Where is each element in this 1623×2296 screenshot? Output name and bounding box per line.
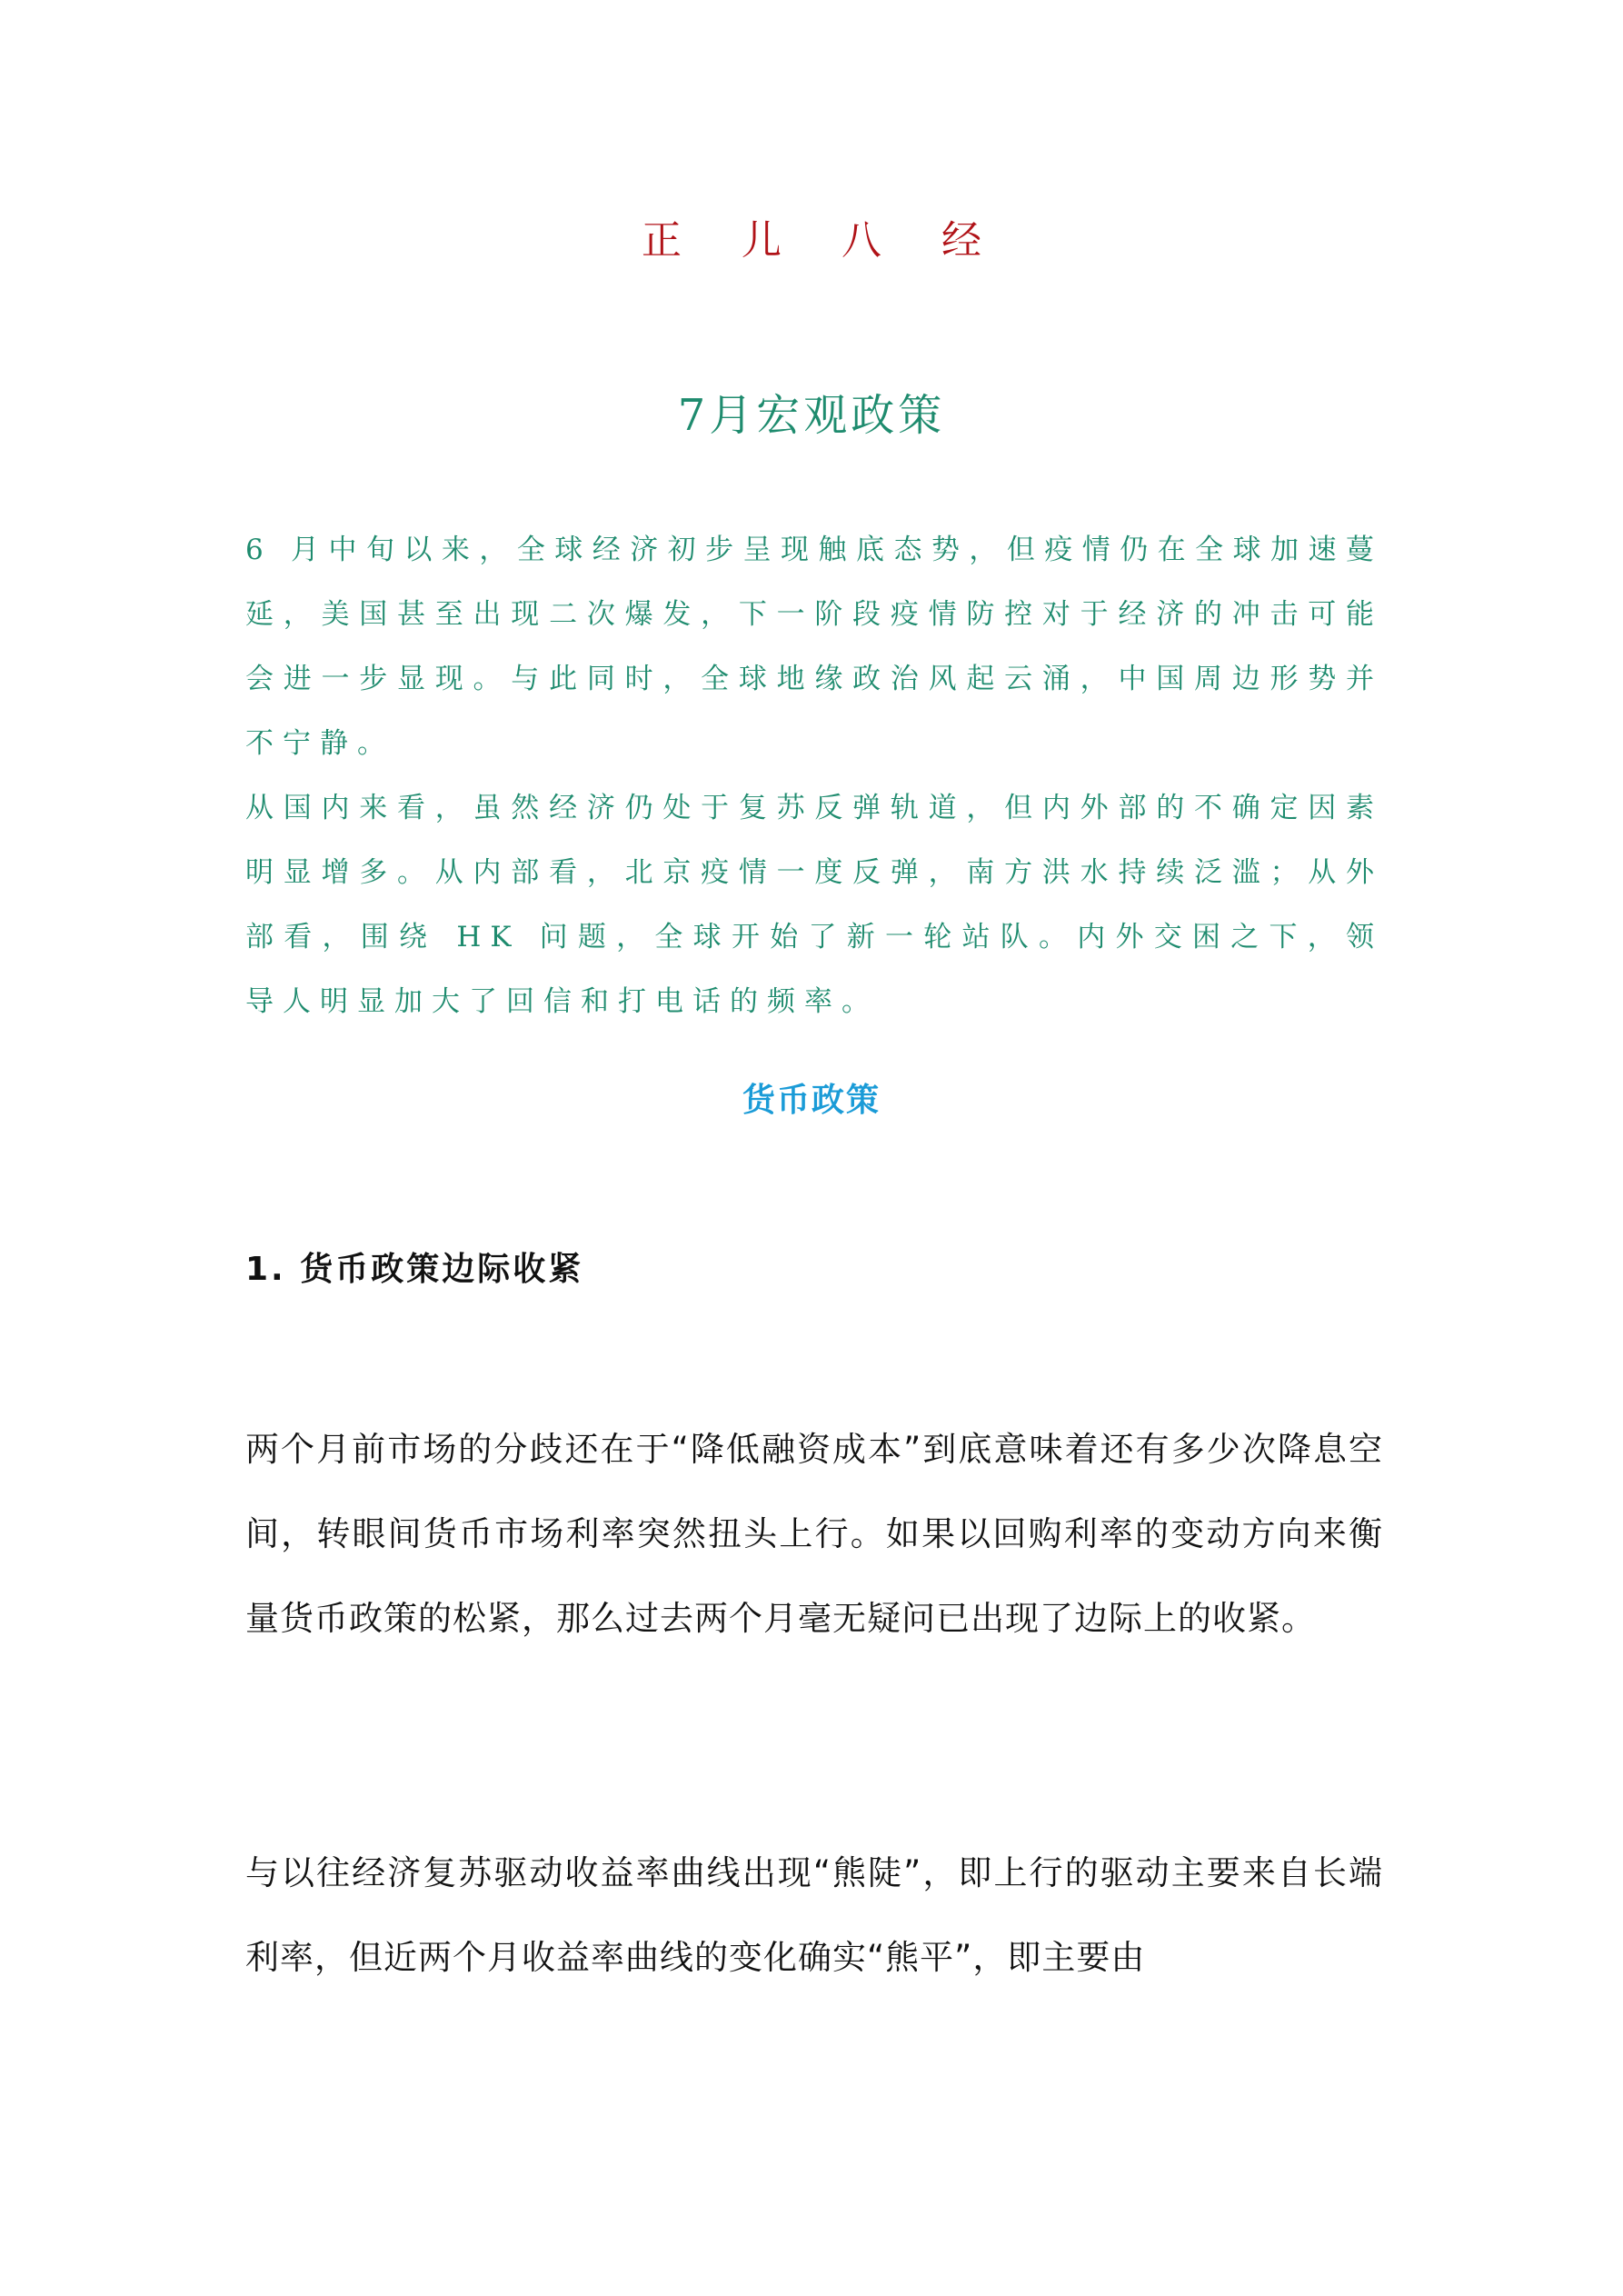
body-paragraph-text: 两个月前市场的分歧还在于“降低融资成本”到底意味着还有多少次降息空间，转眼间货币市场利率突然扭头上行。如果以回购利率的变动方向来衡量货币政策的松紧，那么过去两个月毫无疑问已出现了边际上的收紧。 [245, 1430, 1383, 1638]
intro-block [245, 518, 1383, 1034]
header-title: 正 儿 八 经 [642, 217, 1005, 264]
document-title: 7月宏观政策 [677, 390, 946, 441]
body-paragraph-text: 与以往经济复苏驱动收益率曲线出现“熊陡”，即上行的驱动主要来自长端利率，但近两个月收益率曲线的变化确实“熊平”，即主要由 [245, 1853, 1383, 1977]
intro-paragraph: 从国内来看，虽然经济仍处于复苏反弹轨道，但内外部的不确定因素明显增多。从内部看，北京疫情一度反弹，南方洪水持续泛滥；从外部看，围绕 HK 问题，全球开始了新一轮站队。内外交困之下，领导人明显加大了回信和打电话的频率。 [245, 792, 1383, 1018]
section-heading: 货币政策 [742, 1082, 881, 1119]
intro-paragraph: 6 月中旬以来，全球经济初步呈现触底态势，但疫情仍在全球加速蔓延，美国甚至出现二次爆发，下一阶段疫情防控对于经济的冲击可能会进一步显现。与此同时，全球地缘政治风起云涌，中国周边形势并不宁静。 [245, 534, 1383, 760]
body-paragraph [245, 1407, 1383, 1661]
sub-heading: 1. 货币政策边际收紧 [245, 1251, 584, 1288]
body-paragraph [245, 1831, 1383, 2000]
